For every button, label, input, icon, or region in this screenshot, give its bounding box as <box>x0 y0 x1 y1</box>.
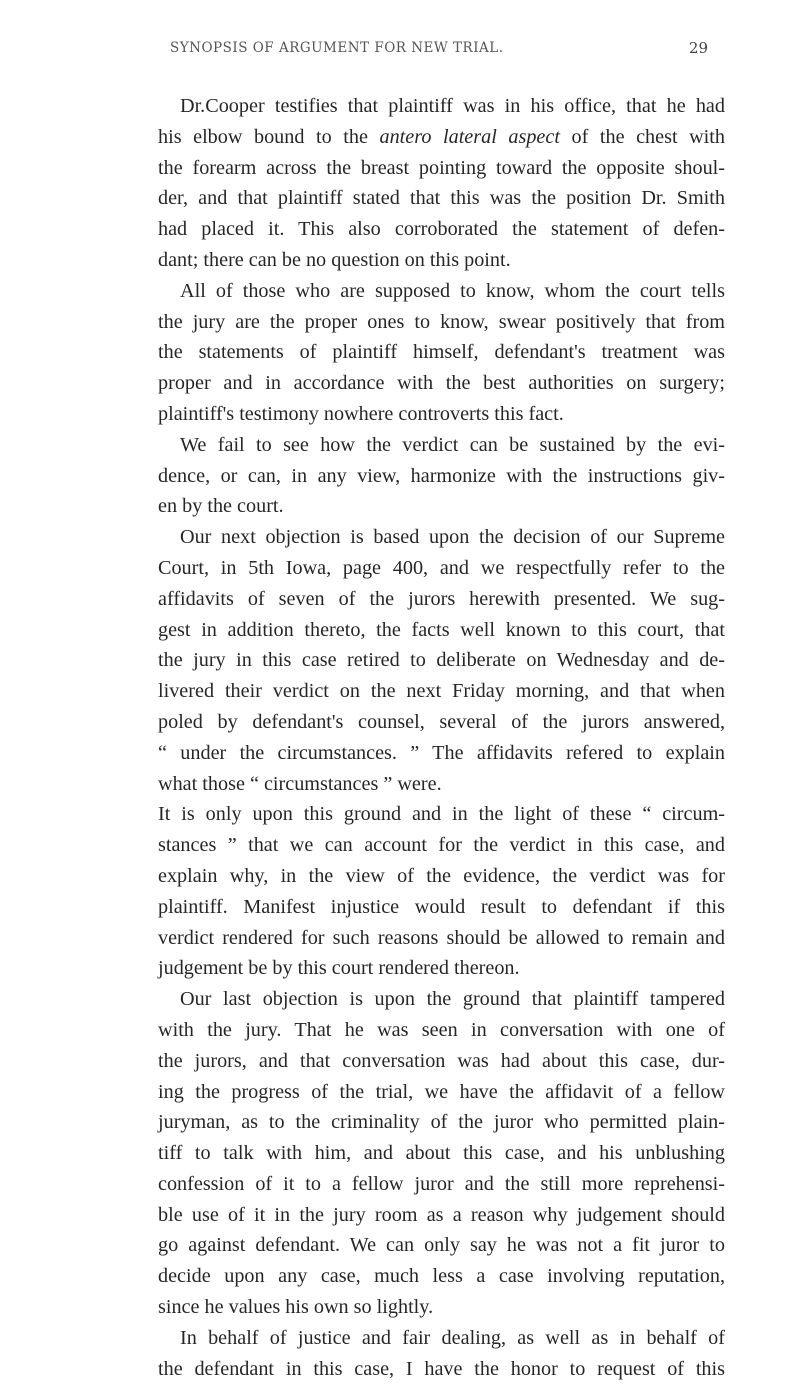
text-line: plaintiff. Manifest injustice would result to defendant if this <box>158 895 725 918</box>
text-line: the statements of plaintiff himself, defendant's treatment was <box>158 341 725 364</box>
text-line: the jury in this case retired to deliberate on Wednesday and de- <box>158 649 725 672</box>
page-number: 29 <box>688 39 708 57</box>
text-line: proper and in accordance with the best authorities on surgery; <box>158 372 725 395</box>
text-line: ing the progress of the trial, we have the affidavit of a fellow <box>158 1080 725 1103</box>
text-line: Our last objection is upon the ground that plaintiff tampered <box>180 988 725 1011</box>
text-line: It is only upon this ground and in the light of these “ circum- <box>158 803 725 826</box>
text-line: Our next objection is based upon the decision of our Supreme <box>180 526 725 549</box>
body-text <box>158 91 725 1384</box>
text-line: explain why, in the view of the evidence, the verdict was for <box>158 864 725 887</box>
text-line: since he values his own so lightly. <box>158 1296 434 1319</box>
text-line: stances ” that we can account for the verdict in this case, and <box>158 834 725 857</box>
text-line: tiff to talk with him, and about this case, and his unblushing <box>158 1142 725 1165</box>
text-line: livered their verdict on the next Friday morning, and that when <box>158 680 725 703</box>
text-line: All of those who are supposed to know, whom the court tells <box>180 279 725 302</box>
text-line: poled by defendant's counsel, several of the jurors answered, <box>158 710 725 733</box>
text-line: verdict rendered for such reasons should be allowed to remain and <box>158 926 725 949</box>
text-line: go against defendant. We can only say he was not a fit juror to <box>158 1234 725 1257</box>
text-line: with the jury. That he was seen in conversation with one of <box>158 1018 725 1041</box>
text-segment: of the chest with <box>559 125 725 148</box>
text-line: “ under the circumstances. ” The affidavits refered to explain <box>158 741 725 764</box>
text-line: ble use of it in the jury room as a reason why judgement should <box>158 1203 725 1226</box>
text-line <box>158 122 725 153</box>
text-line: the jurors, and that conversation was had about this case, dur- <box>158 1049 725 1072</box>
text-line: In behalf of justice and fair dealing, as well as in behalf of <box>180 1326 725 1349</box>
text-line: plaintiff's testimony nowhere controverts this fact. <box>158 402 564 425</box>
text-line: Dr.Cooper testifies that plaintiff was in his office, that he had <box>180 95 725 117</box>
text-segment: his elbow bound to the <box>158 125 380 148</box>
text-line: confession of it to a fellow juror and the still more reprehensi- <box>158 1172 725 1195</box>
text-line: the defendant in this case, I have the honor to request of this <box>158 1357 725 1380</box>
text-line: Court, in 5th Iowa, page 400, and we respectfully refer to the <box>158 556 725 579</box>
text-line: dant; there can be no question on this point. <box>158 248 511 271</box>
text-line: dence, or can, in any view, harmonize with the instructions giv- <box>158 464 725 487</box>
italic-phrase: antero lateral aspect <box>379 125 560 148</box>
running-title: SYNOPSIS OF ARGUMENT FOR NEW TRIAL. <box>170 40 504 56</box>
text-line: the forearm across the breast pointing toward the opposite shoul- <box>158 156 725 179</box>
text-line: en by the court. <box>158 495 284 518</box>
text-line: juryman, as to the criminality of the juror who permitted plain- <box>158 1111 725 1134</box>
text-line: gest in addition thereto, the facts well known to this court, that <box>158 618 725 641</box>
running-header <box>160 39 708 62</box>
text-line: had placed it. This also corroborated the statement of defen- <box>158 218 725 241</box>
text-line: We fail to see how the verdict can be sustained by the evi- <box>180 433 725 456</box>
text-line: the jury are the proper ones to know, swear positively that from <box>158 310 725 333</box>
text-line: judgement be by this court rendered thereon. <box>158 957 520 980</box>
text-line: affidavits of seven of the jurors herewith presented. We sug- <box>158 587 725 610</box>
text-line: der, and that plaintiff stated that this was the position Dr. Smith <box>158 187 725 210</box>
text-line: decide upon any case, much less a case involving reputation, <box>158 1265 725 1288</box>
text-line: what those “ circumstances ” were. <box>158 772 442 795</box>
